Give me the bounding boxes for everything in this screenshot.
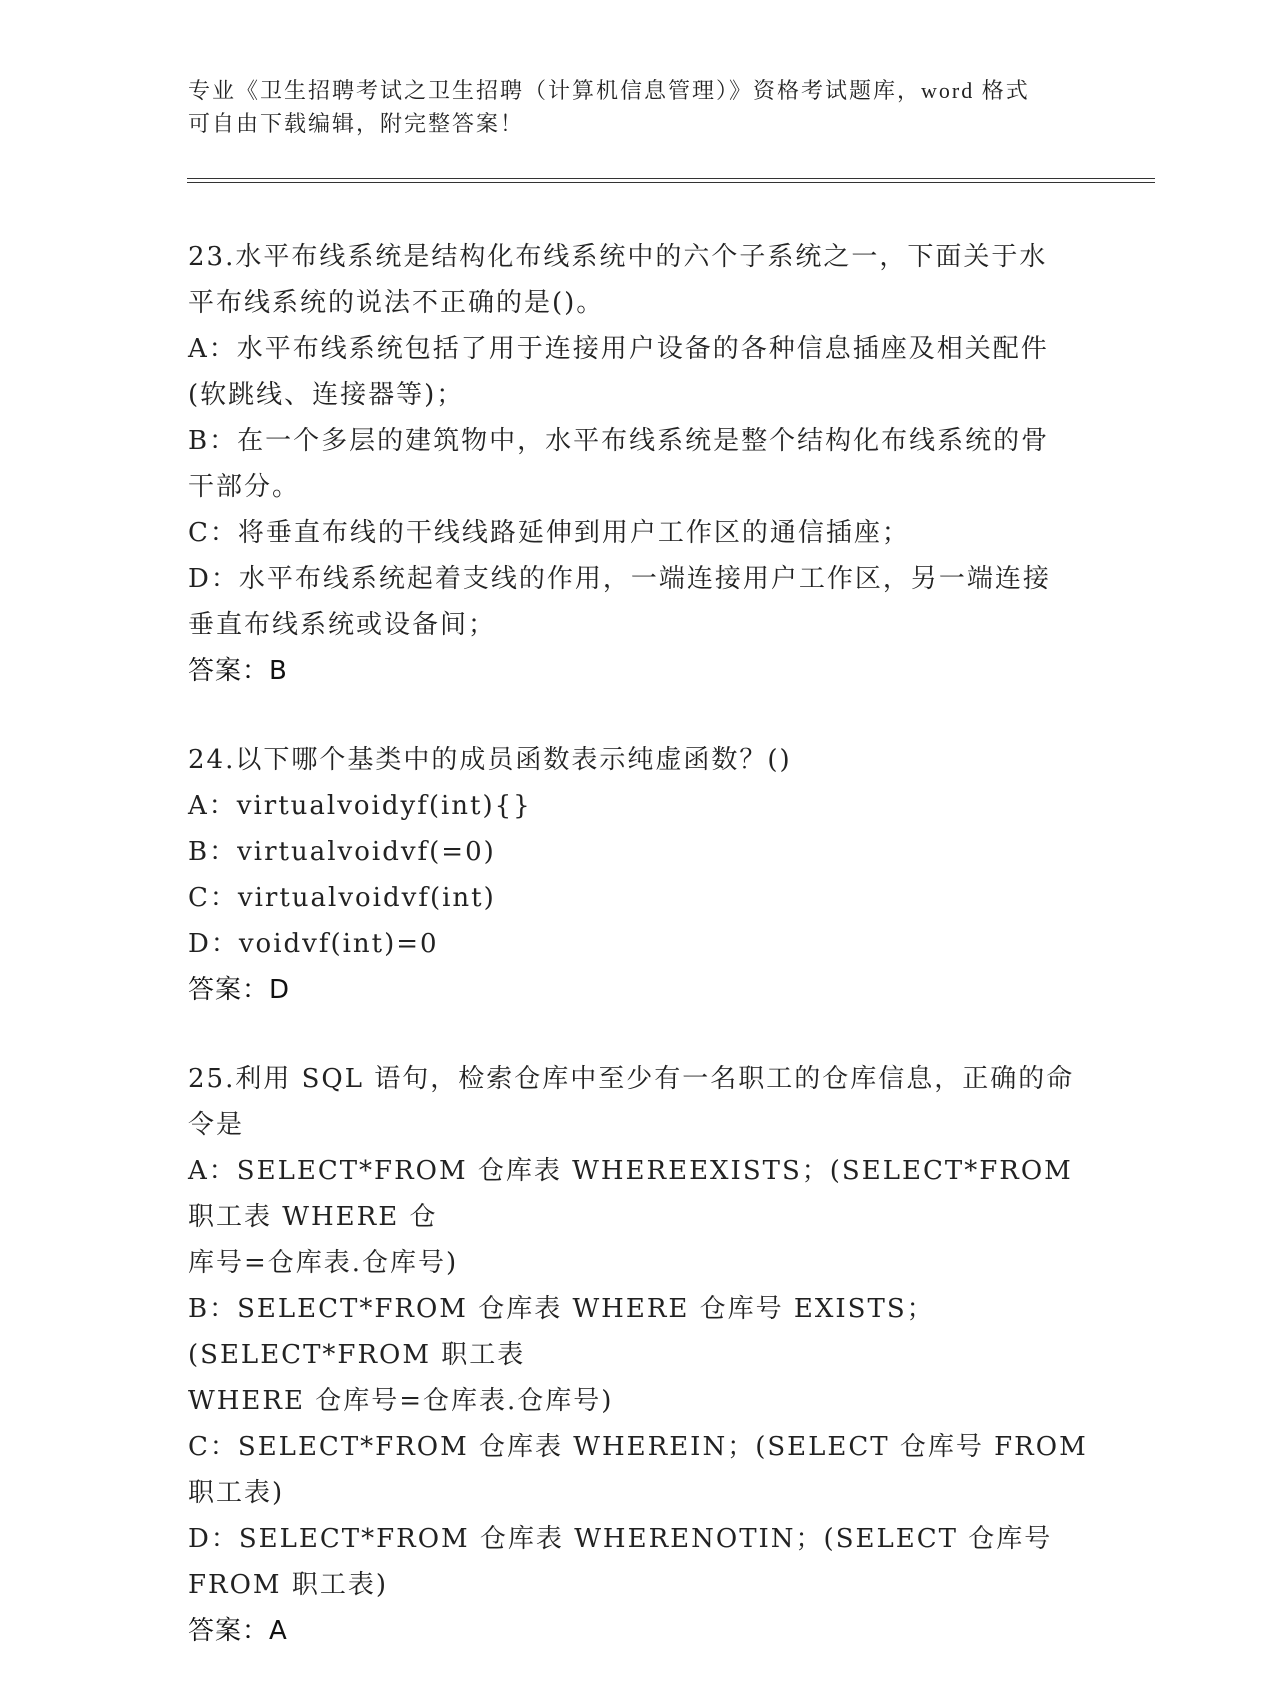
header-divider-top [187,178,1155,179]
header-line-1: 专业《卫生招聘考试之卫生招聘（计算机信息管理）》资格考试题库，word 格式 [188,78,1030,103]
question-line: B：SELECT*FROM 仓库表 WHERE 仓库号 EXISTS；(SELECT*FROM 职工表 [188,1294,935,1370]
question-line: C：virtualvoidvf(int) [188,883,496,913]
question-line: D：SELECT*FROM 仓库表 WHERENOTIN；(SELECT 仓库号 FROM 职工表) [188,1524,1063,1600]
question-line: D：水平布线系统起着支线的作用，一端连接用户工作区，另一端连接 [188,564,1051,594]
question-line: WHERE 仓库号=仓库表.仓库号) [188,1386,614,1416]
question-line: 干部分。 [188,472,301,502]
question-line: A：virtualvoidyf(int){} [188,791,532,821]
question-text: 23.水平布线系统是结构化布线系统中的六个子系统之一，下面关于水 [188,242,1048,272]
answer-line: 答案：A [188,1616,288,1646]
header-divider-bottom [187,182,1155,183]
answer-line: 答案：D [188,975,291,1005]
question-line: B：virtualvoidvf(=0) [188,837,496,867]
question-block [188,234,1088,694]
question-line: 垂直布线系统或设备间； [188,610,497,640]
question-line: B：在一个多层的建筑物中，水平布线系统是整个结构化布线系统的骨 [188,426,1050,456]
question-block [188,737,1088,1013]
question-block [188,1056,1098,1654]
question-line: 令是 [188,1110,245,1140]
question-line: 库号=仓库表.仓库号) [188,1248,459,1278]
question-list [188,234,1098,1697]
document-header [188,74,1088,140]
question-line: C：将垂直布线的干线线路延伸到用户工作区的通信插座； [188,518,910,548]
question-line: C：SELECT*FROM 仓库表 WHEREIN；(SELECT 仓库号 FROM 职工表) [188,1432,1098,1508]
question-text: 24.以下哪个基类中的成员函数表示纯虚函数？() [188,745,792,775]
answer-line: 答案：B [188,656,288,686]
question-line: A：水平布线系统包括了用于连接用户设备的各种信息插座及相关配件 [188,334,1049,364]
question-line: D：voidvf(int)=0 [188,929,439,959]
question-line: 平布线系统的说法不正确的是()。 [188,288,605,318]
header-line-2: 可自由下载编辑，附完整答案！ [188,111,525,136]
question-text: 25.利用 SQL 语句，检索仓库中至少有一名职工的仓库信息，正确的命 [188,1064,1075,1094]
question-line: A：SELECT*FROM 仓库表 WHEREEXISTS；(SELECT*FROM 职工表 WHERE 仓 [188,1156,1084,1232]
question-line: (软跳线、连接器等)； [188,380,465,410]
